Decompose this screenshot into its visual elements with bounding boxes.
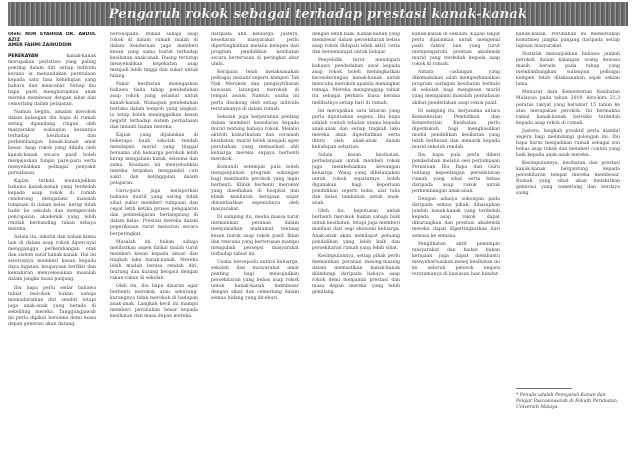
paragraph: Ibu bapa pula perlu diberi pendedahan melalui sesi perjumpaan Persatuan Ibu Bapa dan Guru tentang kepentingan persekitaran rumah yang sihat serta bebas daripada asap rokok untuk perkembangan anak-anak.: [412, 152, 500, 195]
paragraph: dengan lebih baik. Kanak-kanak yang membesar dalam persekitaran bebas asap rokok didapati lebih aktif, ceria dan bersemangat untuk belajar.: [312, 32, 400, 56]
headline-banner: [8, 2, 628, 26]
paragraph: Masalah ini bukan sahaja melibatkan aspek fizikal malah turut memberi kesan kepada emosi dan tingkah laku kanak-kanak. Mereka lebih mudah berasa rendah diri, murung dan kurang bergaul dengan rakan-rakan di sekolah.: [110, 239, 198, 281]
byline-author-1: Oleh: NOR SYAHIDA DR. ABDUL AZIZ: [8, 32, 96, 43]
paragraph: Oleh itu, ibu bapa disaran agar berhenti merokok atau sekurang-kurangnya tidak merokok di hadapan anak-anak. Langkah kecil ini mampu memberi perubahan besar kepada kesihatan dan masa depan mereka.: [110, 283, 198, 320]
paragraph: Ini merupakan satu kitaran yang perlu diputuskan segera. Ibu bapa adalah contoh teladan utama kepada anak-anak dan setiap tingkah laku mereka akan diperhatikan serta ditiru oleh anak-anak dalam kehidupan seharian.: [312, 108, 400, 150]
paragraph-text: kanak-kanak merupakan peristiwa yang paling penting dalam diri setiap individu kerana ia menandakan permulaan kepada satu fasa kehidupan yang baharu dan mencabar. Setiap ibu bapa pasti mengharapkan anak mereka membesar dengan sihat dan cemerlang dalam pelajaran.: [8, 53, 96, 108]
paragraph: kanak-kanak. Perubahan ini memerlukan komitmen jangka panjang daripada setiap lapisan masyarakat.: [516, 32, 620, 50]
paragraph: Guru-guru juga melaporkan bahawa murid yang sering tidak sihat sukar memberi tumpuan dan cepat letih ketika proses pengajaran dan pembelajaran berlangsung di dalam kelas. Prestasi mereka dalam peperiksaan turut menurun secara berperingkat.: [110, 189, 198, 237]
article-column-4: [312, 32, 400, 448]
byline-author-2: AMER FAHMI ZAINUDDIN: [8, 43, 72, 49]
article-column-1: [8, 32, 96, 448]
paragraph: daripada ahli keluarga. Justeru, kesedaran masyarakat perlu dipertingkatkan melalui kempen dan program pendidikan kesihatan secara berterusan di peringkat akar umbi.: [211, 32, 299, 68]
paragraph: Di samping itu, media massa turut memainkan peranan dalam menyebarkan maklumat tentang kesan buruk asap rokok pasif. Iklan dan rencana yang berterusan mampu mengubah persepsi masyarakat terhadap tabiat ini.: [211, 215, 299, 257]
paragraph: Kesimpulannya, setiap pihak perlu memainkan peranan masing-masing dalam memastikan kanak-kanak dilindungi daripada bahaya asap rokok demi menjamin prestasi dan masa depan mereka yang lebih gemilang.: [312, 253, 400, 295]
paragraph: Kesimpulannya, kesihatan dan prestasi kanak-kanak bergantung kepada persekitaran tempat mereka membesar. Rumah yang sihat akan melahirkan generasi yang cemerlang dan berdaya saing.: [516, 160, 620, 197]
paragraph: Penyelidik turut mendapati bahawa pendedahan awal kepada asap rokok boleh meningkatkan kecenderungan kanak-kanak untuk mencuba merokok apabila meningkat remaja. Mereka menganggap tabiat itu sebagai perkara biasa kerana melihatnya setiap hari di rumah.: [312, 58, 400, 106]
paragraph: Kerajaan telah melaksanakan pelbagai inisiatif seperti kempen Tak Nak Merokok dan pengisytiharan kawasan larangan merokok di tempat awam. Namun, usaha ini perlu disokong oleh setiap individu terutamanya di dalam rumah.: [211, 70, 299, 112]
paragraph: Selain itu, nikotin dan bahan kimia lain di dalam asap rokok dipercayai mengganggu perkembangan otak dan sistem saraf kanak-kanak. Hal ini seterusnya memberi kesan kepada daya ingatan, keupayaan berfikir dan kemahiran menyelesaikan masalah dalam jangka masa panjang.: [8, 235, 96, 283]
article-title: Pengaruh rokok sebagai terhadap prestasi kanak-kanak: [108, 6, 528, 22]
paragraph: Justeru, langkah proaktif perlu diambil segera bagi melindungi golongan ini. Ibu bapa harus menjadikan rumah sebagai zon bebas asap rokok dan memberi contoh yang baik kepada anak-anak mereka.: [516, 128, 620, 158]
paragraph: [8, 54, 96, 108]
paragraph: berwaspada. Bukan sahaja asap rokok di dalam rumah malah di dalam kenderaan juga memberi kesan yang sama buruk terhadap kesihatan anak-anak. Ruang tertutup menyebabkan kepekatan asap menjadi lebih tinggi dan sukar untuk hilang.: [110, 32, 198, 80]
article-column-2: [110, 32, 198, 448]
paragraph: Namun begitu, amalan merokok dalam kalangan ibu bapa di rumah sering dipandang ringan oleh masyarakat walaupun kesannya terhadap kesihatan dan perkembangan kanak-kanak amat besar. Asap rokok yang dihidu oleh kanak-kanak secara pasif boleh menjejaskan fungsi paru-paru serta menyebabkan pelbagai penyakit pernafasan.: [8, 110, 96, 176]
footnote-divider: [516, 388, 572, 389]
article-column-6: [516, 32, 620, 382]
article-column-5: [412, 32, 500, 448]
paragraph: kanak-kanak di sekolah. Kajian lanjut perlu dijalankan untuk mengenal pasti faktor lain yang turut mempengaruhi prestasi akademik murid yang terdedah kepada asap rokok di rumah.: [412, 32, 500, 68]
paragraph: Statistik menunjukkan bahawa jumlah perokok dalam kalangan orang dewasa masih berada pada tahap yang membimbangkan walaupun pelbagai kempen telah dilaksanakan sejak sekian lama.: [516, 52, 620, 88]
author-footnote: [516, 388, 620, 411]
paragraph: Usaha bersepadu antara keluarga, sekolah dan masyarakat amat penting bagi mewujudkan persekitaran yang bebas asap rokok untuk kanak-kanak membesar dengan sihat dan cemerlang dalam semua bidang yang diceburi.: [211, 259, 299, 301]
paragraph: Kajian yang dijalankan di beberapa buah sekolah rendah mendapati murid yang tinggal bersama ahli keluarga perokok lebih kerap mengalami batuk, selsema dan asma. Keadaan ini menyebabkan mereka terpaksa mengambil cuti sakit dan ketinggalan dalam pelajaran.: [110, 132, 198, 187]
paragraph: Menurut data Kementerian Kesihatan Malaysia pada tahun 2019, kira-kira 21.3 peratus rakyat yang berumur 15 tahun ke atas merupakan perokok. Ini bermakna ramai kanak-kanak berisiko terdedah kepada asap rokok di rumah.: [516, 90, 620, 126]
paragraph: Kajian terkini menunjukkan bahawa kanak-kanak yang terdedah kepada asap rokok di rumah cenderung mengalami masalah tumpuan di dalam kelas, kerap tidak hadir ke sekolah dan memperoleh pencapaian akademik yang lebih rendah berbanding rakan sebaya mereka.: [8, 178, 96, 233]
paragraph: Dengan adanya sokongan padu daripada semua pihak, diharapkan jumlah kanak-kanak yang terdedah kepada asap rokok dapat dikurangkan dan prestasi akademik mereka dapat dipertingkatkan dari semasa ke semasa.: [412, 197, 500, 239]
article-column-3: [211, 32, 299, 448]
paragraph: Komuniti setempat pula boleh menganjurkan program sokongan bagi membantu perokok yang ingin berhenti. Klinik berhenti merokok yang disediakan di hospital dan klinik kesihatan kerajaan wajar dimanfaatkan sepenuhnya oleh masyarakat.: [211, 164, 299, 213]
paragraph: Antara cadangan yang dikemukakan ialah memperkenalkan program saringan kesihatan berkala di sekolah bagi mengesan murid yang mengalami masalah pernafasan akibat pendedahan asap rokok pasif.: [412, 70, 500, 106]
paragraph: Selain kesan kesihatan, perbelanjaan untuk membeli rokok juga membebankan kewangan keluarga. Wang yang dibelanjakan untuk rokok sepatutnya boleh digunakan bagi keperluan pendidikan seperti buku, alat tulis dan kelas tambahan untuk anak-anak.: [312, 152, 400, 207]
paragraph: Penglibatan aktif pemimpin masyarakat dan badan bukan kerajaan juga dapat membantu menyebarluaskan mesej kesihatan ini ke seluruh pelosok negara terutamanya di kawasan luar bandar.: [412, 241, 500, 277]
paragraph: Sekolah juga berperanan penting dalam memberi kesedaran kepada murid tentang bahaya rokok. Melalui aktiviti kokurikulum dan ceramah kesihatan, murid boleh menjadi agen perubahan yang menasihati ahli keluarga mereka supaya berhenti merokok.: [211, 114, 299, 162]
lead-word: PEREKAYAN: [8, 53, 39, 59]
footnote-text: * Penulis adalah Pensyarah Kanan dan Pelajar Pascasiswazah di Fakulti Perubatan, Universiti Malaya.: [516, 393, 619, 410]
paragraph: Ibu bapa perlu sedar bahawa tabiat merokok bukan sahaja memudaratkan diri sendiri tetapi juga anak-anak yang berada di sekeliling mereka. Tanggungjawab ini perlu dipikul bersama demi masa depan generasi akan datang.: [8, 285, 96, 327]
paragraph: Oleh itu, keputusan untuk berhenti merokok bukan sahaja baik untuk kesihatan, tetapi juga memberi manfaat dari segi ekonomi keluarga. Anak-anak akan mendapat peluang pendidikan yang lebih baik dan persekitaran rumah yang lebih sihat.: [312, 209, 400, 251]
paragraph: Pakar kesihatan menegaskan bahawa tiada tahap pendedahan asap rokok yang selamat untuk kanak-kanak. Walaupun pendedahan berlaku dalam tempoh yang singkat, ia tetap boleh meninggalkan kesan negatif terhadap sistem pernafasan dan imuniti badan mereka.: [110, 82, 198, 130]
paragraph: Di samping itu, kerjasama antara Kementerian Pendidikan dan Kementerian Kesihatan perlu diperkukuh bagi menghasilkan modul pendidikan kesihatan yang lebih berkesan dan menarik kepada murid sekolah rendah.: [412, 108, 500, 150]
byline: [8, 32, 96, 49]
